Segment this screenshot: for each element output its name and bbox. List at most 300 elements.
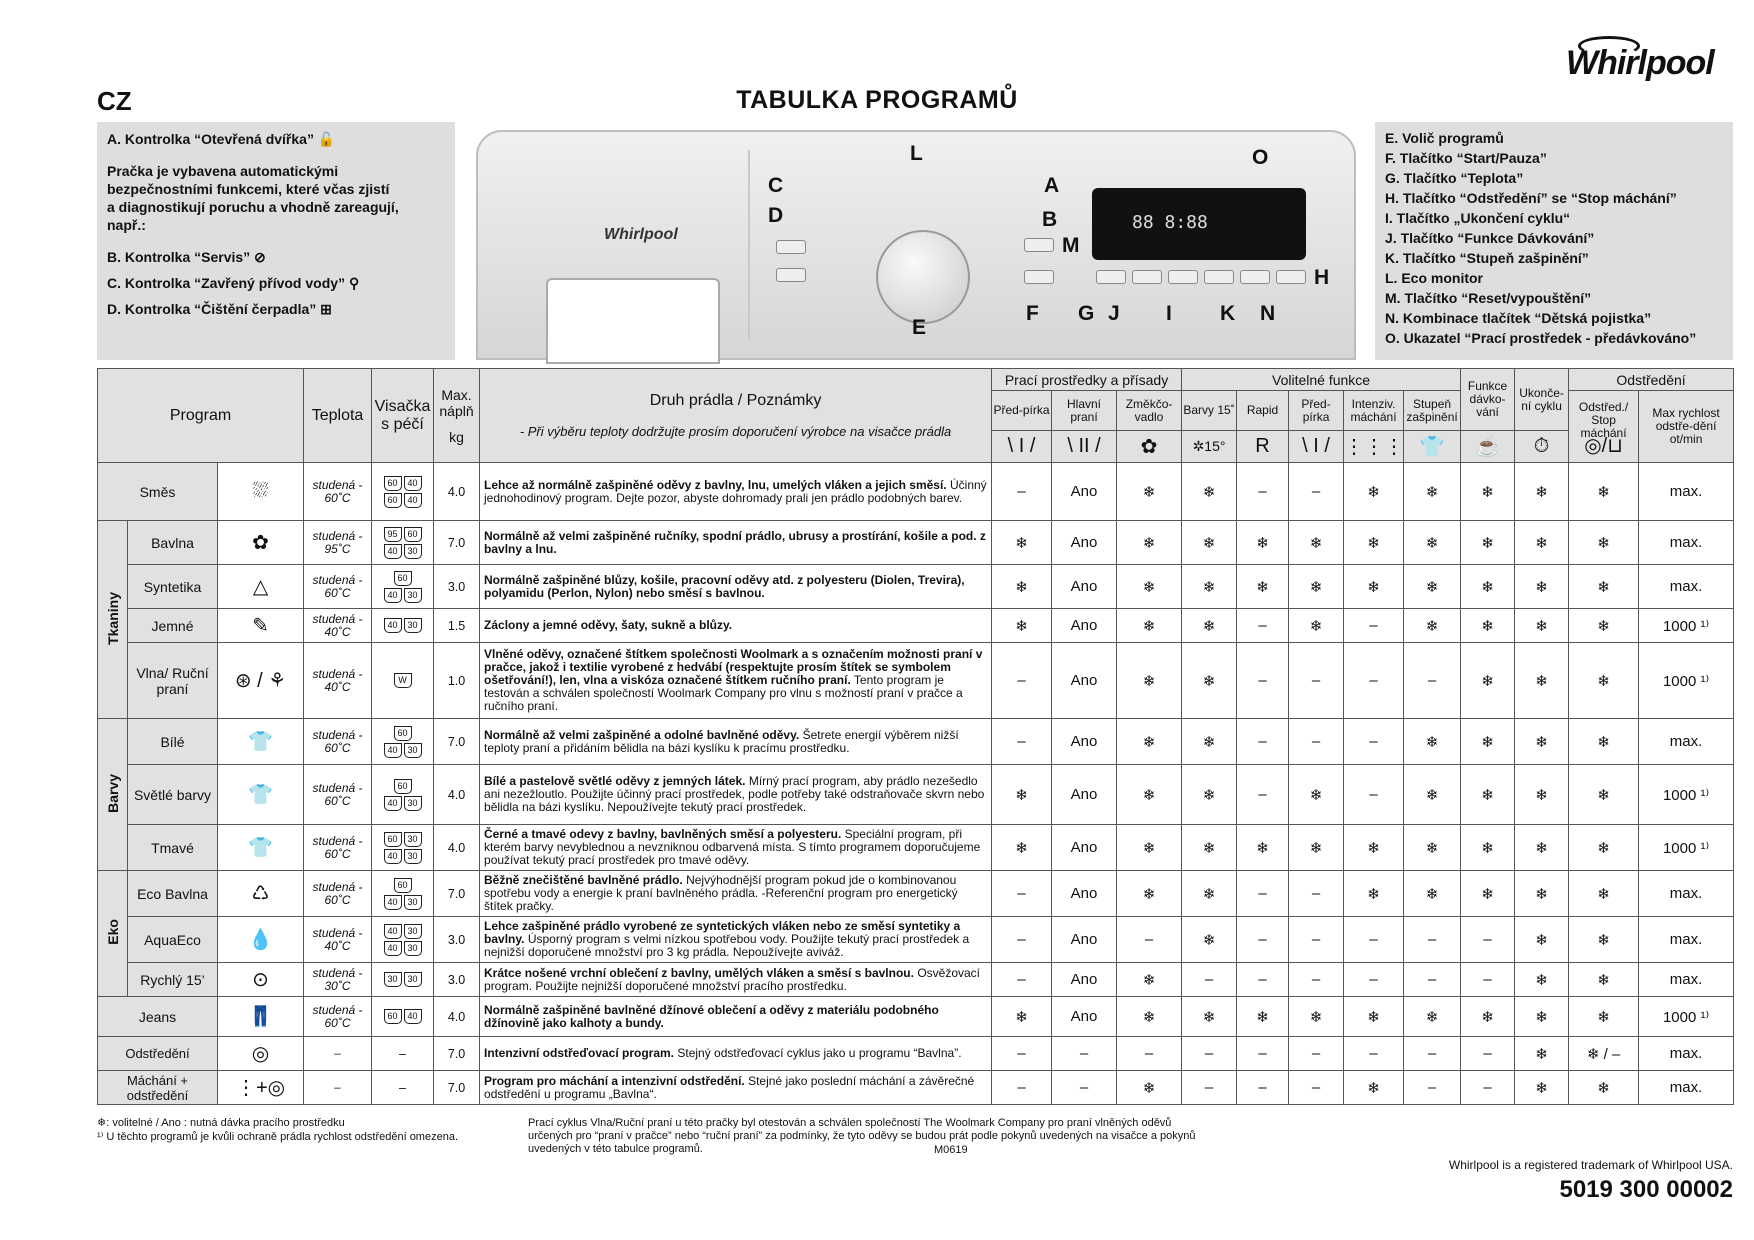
option-cell: max. bbox=[1639, 963, 1734, 997]
program-load: 7.0 bbox=[434, 1037, 480, 1071]
callout-j: J bbox=[1108, 302, 1120, 325]
callout-b: B bbox=[1042, 208, 1058, 231]
option-cell: – bbox=[1289, 963, 1344, 997]
option-cell: Ano bbox=[1052, 871, 1117, 917]
care-label-tub-icon: 30 bbox=[404, 849, 422, 864]
program-name: Vlna/ Ruční praní bbox=[128, 643, 218, 719]
panel-button bbox=[776, 240, 806, 254]
option-cell: – bbox=[1182, 1071, 1237, 1105]
care-label-tub-icon: 40 bbox=[384, 849, 402, 864]
table-row bbox=[98, 565, 1734, 609]
program-name: Odstředění bbox=[98, 1037, 218, 1071]
header-type-note: - Při výběru teploty dodržujte prosím doporučení výrobce na visačce prádla bbox=[519, 424, 952, 439]
header-type bbox=[480, 369, 992, 463]
description-bold: Program pro máchání a intenzivní odstředění. bbox=[484, 1073, 745, 1088]
description-bold: Normálně zašpiněné blůzy, košile, pracovní oděvy atd. z polyesteru (Diolen, Trevira), polyamidu (Perlon, Nylon) nebo směsí s bavlnou. bbox=[484, 572, 965, 600]
option-cell: ❄ bbox=[1461, 871, 1515, 917]
program-load: 4.0 bbox=[434, 765, 480, 825]
option-cell: ❄ bbox=[1404, 871, 1461, 917]
program-description bbox=[480, 871, 992, 917]
care-labels bbox=[372, 871, 434, 917]
program-description bbox=[480, 825, 992, 871]
option-cell: ❄ bbox=[1182, 565, 1237, 609]
option-cell: – bbox=[992, 719, 1052, 765]
option-cell: ❄ bbox=[1182, 521, 1237, 565]
program-temp: studená - 30˚C bbox=[304, 963, 372, 997]
header-end: Ukonče-ní cyklu bbox=[1515, 369, 1569, 431]
option-cell: max. bbox=[1639, 565, 1734, 609]
program-load: 3.0 bbox=[434, 565, 480, 609]
program-temp: – bbox=[304, 1037, 372, 1071]
option-cell: – bbox=[1237, 1071, 1289, 1105]
description-text: Osvěžovací program. Použijte nejnižší doporučené množství pracího prostředku. bbox=[484, 965, 981, 993]
soil-shirt-icon: 👕 bbox=[1404, 431, 1461, 463]
option-cell: ❄ bbox=[1289, 825, 1344, 871]
option-cell: ❄ bbox=[1237, 565, 1289, 609]
care-label-tub-icon: 30 bbox=[404, 588, 422, 603]
option-cell: ❄ bbox=[1182, 871, 1237, 917]
care-labels bbox=[372, 643, 434, 719]
legend-intro-1: Pračka je vybavena automatickými bbox=[107, 163, 339, 179]
option-cell: ❄ bbox=[1117, 825, 1182, 871]
care-label-tub-icon: 40 bbox=[384, 941, 402, 956]
panel-button bbox=[776, 268, 806, 282]
option-cell: ❄ bbox=[992, 565, 1052, 609]
table-row bbox=[98, 609, 1734, 643]
description-bold: Lehce zašpiněné prádlo vyrobené ze syntetických vláken nebo ze směsí syntetiky a bavlny. bbox=[484, 919, 961, 946]
program-load: 7.0 bbox=[434, 871, 480, 917]
program-name: Eco Bavlna bbox=[128, 871, 218, 917]
legend-footnote: ¹⁾ U těchto programů je kvůli ochraně prádla rychlost odstředění omezena. bbox=[97, 1131, 458, 1143]
option-cell: ❄ bbox=[1289, 997, 1344, 1037]
woolmark-note: Prací cyklus Vlna/Ruční praní u této pračky byl otestován a schválen společností The Woolmark Company pro praní vlněných oděvů určených pro “praní v pračce” nebo “ruční praní” za podmínky, že tyto oděvy se budou prát podle pokynů uvedených na visačce a pokynů uvedených v této tabulce programů. bbox=[528, 1117, 1196, 1155]
care-label-tub-icon: 60 bbox=[384, 1009, 402, 1024]
panel-button bbox=[1024, 270, 1054, 284]
program-description bbox=[480, 463, 992, 521]
rinse-spin-icon: ⋮+◎ bbox=[218, 1071, 304, 1105]
care-label-tub-icon: 95 bbox=[384, 527, 402, 542]
option-cell: – bbox=[1237, 719, 1289, 765]
description-bold: Intenzivní odstřeďovací program. bbox=[484, 1046, 675, 1060]
cotton-icon: ✿ bbox=[218, 521, 304, 565]
colors15-icon: ✲15° bbox=[1182, 431, 1237, 463]
option-cell: – bbox=[1289, 719, 1344, 765]
option-cell: ❄ bbox=[1461, 463, 1515, 521]
care-label-tub-icon: 40 bbox=[384, 618, 402, 633]
group-label: Tkaniny bbox=[104, 591, 121, 645]
option-cell: ❄ bbox=[1182, 719, 1237, 765]
option-cell: ❄ bbox=[1515, 643, 1569, 719]
option-cell: – bbox=[1289, 643, 1344, 719]
option-cell: ❄ bbox=[1344, 997, 1404, 1037]
table-row bbox=[98, 765, 1734, 825]
program-name: Tmavé bbox=[128, 825, 218, 871]
option-cell: ❄ bbox=[1515, 1071, 1569, 1105]
program-temp: studená - 60˚C bbox=[304, 825, 372, 871]
option-cell: ❄ bbox=[1344, 871, 1404, 917]
table-row bbox=[98, 1037, 1734, 1071]
option-cell: ❄ bbox=[1117, 565, 1182, 609]
option-cell: ❄ bbox=[1344, 565, 1404, 609]
option-cell: – bbox=[992, 463, 1052, 521]
option-cell: ❄ bbox=[1569, 609, 1639, 643]
program-temp: – bbox=[304, 1071, 372, 1105]
machine-display bbox=[1092, 188, 1306, 260]
option-cell: – bbox=[1052, 1037, 1117, 1071]
logo-wordmark: Whirlpool bbox=[1566, 44, 1714, 82]
option-cell: – bbox=[1461, 963, 1515, 997]
program-load: 4.0 bbox=[434, 997, 480, 1037]
option-cell: ❄ bbox=[1404, 825, 1461, 871]
program-name: Bavlna bbox=[128, 521, 218, 565]
header-load bbox=[434, 369, 480, 463]
option-cell: – bbox=[1117, 1037, 1182, 1071]
program-description bbox=[480, 609, 992, 643]
legend-m: M. Tlačítko “Reset/vypouštění” bbox=[1385, 290, 1592, 306]
option-cell: – bbox=[1404, 917, 1461, 963]
detergent-drawer bbox=[546, 278, 720, 364]
program-temp: studená - 95˚C bbox=[304, 521, 372, 565]
part-number: 5019 300 00002 bbox=[1559, 1176, 1733, 1203]
legend-k: K. Tlačítko “Stupeň zašpinění” bbox=[1385, 250, 1589, 266]
option-cell: ❄ bbox=[1569, 463, 1639, 521]
description-text: Speciální program, při kterém barvy nevyblednou a nevzniknou odbarvená místa. S tímto programem doporučujeme používat tekutý prací prostředek pro tmavé oděvy. bbox=[484, 827, 981, 867]
care-label-tub-icon: 60 bbox=[384, 832, 402, 847]
option-cell: ❄ bbox=[1461, 609, 1515, 643]
care-labels bbox=[372, 963, 434, 997]
option-cell: ❄ bbox=[1461, 521, 1515, 565]
care-label-tub-icon: 30 bbox=[404, 924, 422, 939]
program-name: Jemné bbox=[128, 609, 218, 643]
description-bold: Normálně až velmi zašpiněné a odolné bavlněné oděvy. bbox=[484, 727, 800, 742]
care-labels bbox=[372, 521, 434, 565]
description-text: Stejný odstřeďovací cyklus jako u programu “Bavlna”. bbox=[677, 1046, 962, 1060]
dark-shirt-icon: 👕 bbox=[218, 825, 304, 871]
option-cell: – bbox=[992, 1037, 1052, 1071]
program-name: Jeans bbox=[98, 997, 218, 1037]
display-readout: 88 8:88 bbox=[1132, 212, 1208, 233]
option-cell: max. bbox=[1639, 917, 1734, 963]
option-cell: – bbox=[1237, 765, 1289, 825]
option-cell: ❄ bbox=[1569, 997, 1639, 1037]
header-intensive: Intenziv. máchání bbox=[1344, 391, 1404, 431]
option-cell: 1000 ¹⁾ bbox=[1639, 643, 1734, 719]
group-eco bbox=[98, 871, 128, 997]
softener-flower-icon: ✿ bbox=[1117, 431, 1182, 463]
option-cell: – bbox=[1344, 963, 1404, 997]
table-row bbox=[98, 825, 1734, 871]
care-label-tub-icon: 40 bbox=[404, 493, 422, 508]
wool-handwash-icon: ⊛ / ⚘ bbox=[218, 643, 304, 719]
program-temp: studená - 60˚C bbox=[304, 765, 372, 825]
option-cell: ❄ bbox=[1515, 521, 1569, 565]
page-title: TABULKA PROGRAMŮ bbox=[736, 86, 1018, 114]
option-cell: Ano bbox=[1052, 917, 1117, 963]
care-label-tub-icon: 30 bbox=[404, 895, 422, 910]
language-code: CZ bbox=[97, 86, 132, 116]
header-temp: Teplota bbox=[304, 369, 372, 463]
option-cell: ❄ bbox=[1461, 765, 1515, 825]
option-cell: ❄ bbox=[1404, 719, 1461, 765]
legend-intro-2: bezpečnostními funkcemi, které včas zjistí bbox=[107, 181, 390, 197]
option-cell: ❄ bbox=[1569, 719, 1639, 765]
legend-j: J. Tlačítko “Funkce Dávkování” bbox=[1385, 230, 1595, 246]
header-load-unit: kg bbox=[449, 428, 464, 445]
spin-icon: ◎ bbox=[218, 1037, 304, 1071]
care-label-tub-icon: 40 bbox=[404, 1009, 422, 1024]
program-load: 1.5 bbox=[434, 609, 480, 643]
option-cell: ❄ bbox=[1117, 643, 1182, 719]
care-labels bbox=[372, 997, 434, 1037]
care-labels bbox=[372, 565, 434, 609]
option-cell: – bbox=[992, 1071, 1052, 1105]
option-cell: ❄ bbox=[1344, 825, 1404, 871]
description-bold: Krátce nošené vrchní oblečení z bavlny, umělých vláken a směsí s bavlnou. bbox=[484, 965, 914, 980]
option-cell: ❄ bbox=[1569, 643, 1639, 719]
callout-o: O bbox=[1252, 146, 1269, 169]
option-cell: max. bbox=[1639, 871, 1734, 917]
option-cell: – bbox=[1289, 1071, 1344, 1105]
care-label-tub-icon: 40 bbox=[404, 476, 422, 491]
option-cell: ❄ bbox=[992, 521, 1052, 565]
program-description bbox=[480, 1071, 992, 1105]
care-label-tub-icon: 40 bbox=[384, 588, 402, 603]
option-cell: ❄ bbox=[1182, 609, 1237, 643]
program-knob bbox=[876, 230, 970, 324]
table-row bbox=[98, 917, 1734, 963]
option-cell: ❄ bbox=[992, 997, 1052, 1037]
program-temp: studená - 60˚C bbox=[304, 565, 372, 609]
description-bold: Běžně znečištěné bavlněné prádlo. bbox=[484, 873, 683, 887]
option-cell: – bbox=[1289, 463, 1344, 521]
option-cell: – bbox=[1237, 1037, 1289, 1071]
option-cell: ❄ bbox=[1237, 997, 1289, 1037]
option-cell: 1000 ¹⁾ bbox=[1639, 825, 1734, 871]
option-cell: ❄ bbox=[1461, 997, 1515, 1037]
option-cell: – bbox=[1344, 1037, 1404, 1071]
option-cell: ❄ bbox=[992, 765, 1052, 825]
option-cell: Ano bbox=[1052, 963, 1117, 997]
panel-button bbox=[1132, 270, 1162, 284]
prewash-compartment-icon: \ I / bbox=[992, 431, 1052, 463]
header-spinstop-text: Odstřed./ Stop máchání bbox=[1578, 399, 1629, 440]
program-description bbox=[480, 643, 992, 719]
mixed-icon: ⛆ bbox=[218, 463, 304, 521]
option-cell: – bbox=[1289, 917, 1344, 963]
program-name: Světlé barvy bbox=[128, 765, 218, 825]
program-description bbox=[480, 997, 992, 1037]
option-cell: max. bbox=[1639, 1071, 1734, 1105]
option-cell: ❄ bbox=[1117, 997, 1182, 1037]
care-label-tub-icon: 60 bbox=[384, 493, 402, 508]
option-cell: ❄ bbox=[1515, 565, 1569, 609]
machine-panel-illustration bbox=[476, 130, 1356, 360]
group-label: Eko bbox=[104, 919, 121, 945]
option-cell: ❄ bbox=[1515, 609, 1569, 643]
option-cell: ❄ bbox=[1117, 765, 1182, 825]
callout-i: I bbox=[1166, 302, 1172, 325]
option-cell: Ano bbox=[1052, 997, 1117, 1037]
option-cell: – bbox=[1237, 917, 1289, 963]
legend-b: B. Kontrolka “Servis” ⊘ bbox=[107, 249, 266, 265]
option-cell: ❄ bbox=[1404, 463, 1461, 521]
callout-c: C bbox=[768, 174, 784, 197]
option-cell: max. bbox=[1639, 521, 1734, 565]
trademark-note: Whirlpool is a registered trademark of Whirlpool USA. bbox=[1448, 1158, 1733, 1172]
care-label-tub-icon: 30 bbox=[404, 618, 422, 633]
option-cell: – bbox=[992, 963, 1052, 997]
option-cell: 1000 ¹⁾ bbox=[1639, 609, 1734, 643]
description-bold: Lehce až normálně zašpiněné oděvy z bavlny, lnu, umelých vláken a jejich směsí. bbox=[484, 477, 947, 492]
option-cell: ❄ bbox=[1461, 565, 1515, 609]
care-labels bbox=[372, 917, 434, 963]
option-cell: ❄ bbox=[1117, 871, 1182, 917]
panel-button bbox=[1168, 270, 1198, 284]
group-label: Barvy bbox=[104, 773, 121, 813]
option-cell: ❄ bbox=[992, 825, 1052, 871]
table-row bbox=[98, 719, 1734, 765]
description-bold: Normálně až velmi zašpiněné ručníky, spodní prádlo, ubrusy a prostírání, košile a pod. z bavlny a lnu. bbox=[484, 528, 986, 556]
controls-legend-right bbox=[1375, 122, 1733, 360]
option-cell: – bbox=[1344, 609, 1404, 643]
spin-stop-icon: ◎/⊔ bbox=[1584, 434, 1623, 457]
quick15-icon: ⊙ bbox=[218, 963, 304, 997]
legend-optional: ❄: volitelné / Ano : nutná dávka pracího prostředku bbox=[97, 1117, 345, 1129]
option-cell: Ano bbox=[1052, 765, 1117, 825]
option-cell: ❄ bbox=[1461, 643, 1515, 719]
option-cell: ❄ bbox=[1289, 521, 1344, 565]
option-cell: ❄ bbox=[1182, 997, 1237, 1037]
option-cell: ❄ bbox=[1344, 1071, 1404, 1105]
option-cell: ❄ bbox=[1404, 521, 1461, 565]
option-cell: ❄ bbox=[1117, 463, 1182, 521]
option-cell: ❄ bbox=[1515, 997, 1569, 1037]
header-pre: Před-pírka bbox=[992, 391, 1052, 431]
header-type-main: Druh prádla / Poznámky bbox=[649, 392, 822, 409]
care-label-tub-icon: 40 bbox=[384, 743, 402, 758]
care-label-tub-icon: 30 bbox=[404, 941, 422, 956]
care-label-tub-icon: W bbox=[394, 673, 412, 688]
legend-g: G. Tlačítko “Teplota” bbox=[1385, 170, 1524, 186]
option-cell: – bbox=[1052, 1071, 1117, 1105]
option-cell: – bbox=[1461, 1071, 1515, 1105]
header-soft: Změkčo-vadlo bbox=[1117, 391, 1182, 431]
option-cell: ❄ bbox=[1569, 521, 1639, 565]
care-label-tub-icon: 40 bbox=[384, 544, 402, 559]
option-cell: 1000 ¹⁾ bbox=[1639, 997, 1734, 1037]
care-labels bbox=[372, 463, 434, 521]
care-label-tub-icon: 30 bbox=[404, 743, 422, 758]
legend-a: A. Kontrolka “Otevřená dvířka” 🔓 bbox=[107, 131, 336, 147]
care-label-tub-icon: 30 bbox=[404, 972, 422, 987]
aquaeco-icon: 💧 bbox=[218, 917, 304, 963]
program-name: Rychlý 15’ bbox=[128, 963, 218, 997]
option-cell: ❄ bbox=[1515, 825, 1569, 871]
option-cell: ❄ bbox=[1404, 609, 1461, 643]
option-cell: – bbox=[1237, 609, 1289, 643]
care-label-tub-icon: 60 bbox=[394, 571, 412, 586]
header-maxspeed: Max rychlost odstře-dění ot/min bbox=[1639, 391, 1734, 463]
option-cell: ❄ bbox=[1182, 917, 1237, 963]
indicator-legend-left bbox=[97, 122, 455, 360]
option-cell: ❄ bbox=[1515, 963, 1569, 997]
program-name: Máchání + odstředění bbox=[98, 1071, 218, 1105]
option-cell: – bbox=[992, 643, 1052, 719]
option-cell: ❄ bbox=[1289, 609, 1344, 643]
program-description bbox=[480, 719, 992, 765]
table-row bbox=[98, 997, 1734, 1037]
brand-logo bbox=[1560, 30, 1714, 88]
white-shirt-icon: 👕 bbox=[218, 719, 304, 765]
option-cell: Ano bbox=[1052, 825, 1117, 871]
care-labels bbox=[372, 1071, 434, 1105]
header-colors15: Barvy 15˚ bbox=[1182, 391, 1237, 431]
machine-brand: Whirlpool bbox=[604, 226, 678, 243]
description-bold: Vlněné oděvy, označené štítkem společnosti Woolmark a s označením možnosti praní v pračce, jakož i textilie vyrobené z hedvábí (respektujte prosím štítek se symbolem ošetřování!), len, vlna a viskóza označené štítkem ručního praní. bbox=[484, 647, 983, 687]
legend-l: L. Eco monitor bbox=[1385, 270, 1483, 286]
program-description bbox=[480, 1037, 992, 1071]
table-row bbox=[98, 871, 1734, 917]
option-cell: – bbox=[1237, 463, 1289, 521]
callout-e: E bbox=[912, 316, 927, 339]
service-icon: ⊘ bbox=[254, 249, 266, 265]
program-temp: studená - 60˚C bbox=[304, 719, 372, 765]
callout-h: H bbox=[1314, 266, 1330, 289]
description-bold: Záclony a jemné oděvy, šaty, sukně a blůzy. bbox=[484, 618, 733, 632]
program-temp: studená - 40˚C bbox=[304, 917, 372, 963]
header-group-detergent: Prací prostředky a přísady bbox=[992, 369, 1182, 391]
care-label-none: – bbox=[399, 1046, 406, 1061]
legend-o: O. Ukazatel “Prací prostředek - předávkováno” bbox=[1385, 330, 1697, 346]
program-description bbox=[480, 917, 992, 963]
option-cell: max. bbox=[1639, 719, 1734, 765]
prewash-icon: \ I / bbox=[1289, 431, 1344, 463]
description-bold: Bílé a pastelově světlé oděvy z jemných látek. bbox=[484, 774, 746, 788]
header-group-optional: Volitelné funkce bbox=[1182, 369, 1461, 391]
description-text: Stejné jako poslední máchání a závěrečné odstředění u programu „Bavlna“. bbox=[484, 1073, 975, 1101]
program-description bbox=[480, 765, 992, 825]
care-label-tub-icon: 60 bbox=[394, 726, 412, 741]
legend-n: N. Kombinace tlačítek “Dětská pojistka” bbox=[1385, 310, 1652, 326]
dosing-icon: ☕ bbox=[1461, 431, 1515, 463]
option-cell: – bbox=[1237, 643, 1289, 719]
program-load: 1.0 bbox=[434, 643, 480, 719]
option-cell: – bbox=[1344, 917, 1404, 963]
program-name: Bílé bbox=[128, 719, 218, 765]
option-cell: – bbox=[1461, 917, 1515, 963]
option-cell: – bbox=[1117, 917, 1182, 963]
header-group-spin: Odstředění bbox=[1569, 369, 1734, 391]
panel-button bbox=[1024, 238, 1054, 252]
water-tap-icon: ⚲ bbox=[348, 275, 360, 291]
option-cell: ❄ bbox=[1515, 765, 1569, 825]
header-label: Visačka s péčí bbox=[372, 369, 434, 463]
end-cycle-icon: ⏱ bbox=[1515, 431, 1569, 463]
care-label-tub-icon: 40 bbox=[384, 796, 402, 811]
option-cell: – bbox=[1344, 765, 1404, 825]
mainwash-compartment-icon: \ II / bbox=[1052, 431, 1117, 463]
option-cell: ❄ / – bbox=[1569, 1037, 1639, 1071]
program-load: 4.0 bbox=[434, 825, 480, 871]
callout-f: F bbox=[1026, 302, 1039, 325]
program-load: 3.0 bbox=[434, 917, 480, 963]
option-cell: ❄ bbox=[1117, 609, 1182, 643]
legend-f: F. Tlačítko “Start/Pauza” bbox=[1385, 150, 1547, 166]
option-cell: ❄ bbox=[1344, 463, 1404, 521]
option-cell: ❄ bbox=[1515, 719, 1569, 765]
header-program: Program bbox=[98, 369, 304, 463]
option-cell: – bbox=[1404, 963, 1461, 997]
